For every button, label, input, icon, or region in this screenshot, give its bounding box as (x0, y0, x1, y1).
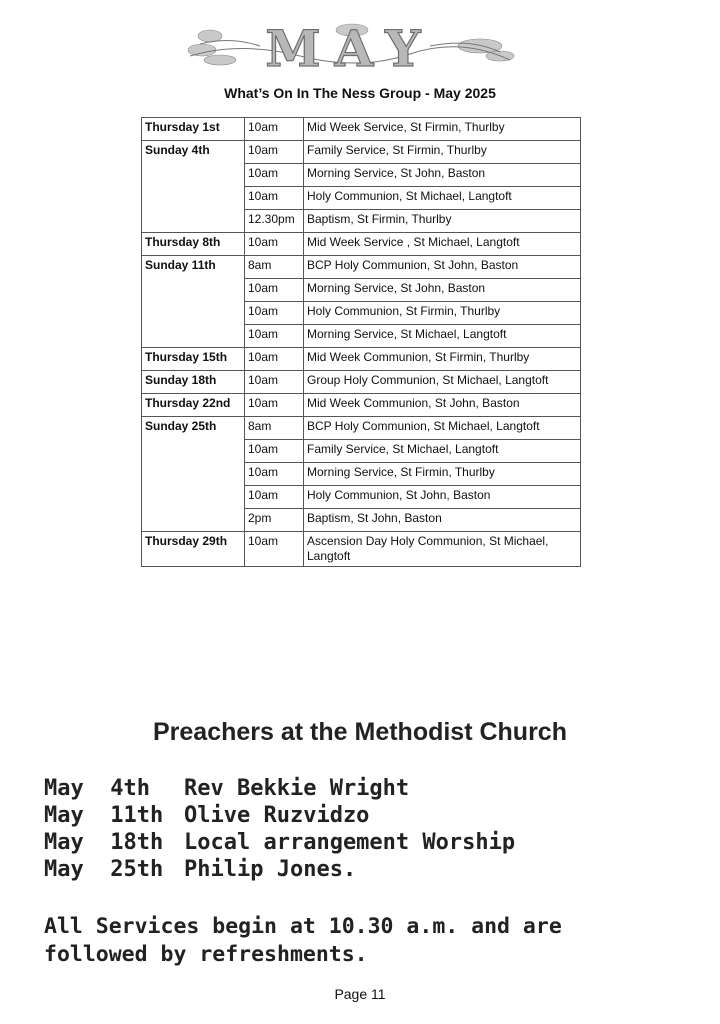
event-cell: BCP Holy Communion, St Michael, Langtoft (304, 417, 581, 440)
event-cell: Morning Service, St John, Baston (304, 279, 581, 302)
time-cell: 10am (245, 486, 304, 509)
table-row (142, 233, 581, 256)
time-cell: 10am (245, 463, 304, 486)
preacher-date: May 4th (44, 776, 150, 801)
day-cell: Sunday 25th (142, 417, 245, 532)
event-cell: Morning Service, St Michael, Langtoft (304, 325, 581, 348)
time-cell: 12.30pm (245, 210, 304, 233)
day-cell: Thursday 22nd (142, 394, 245, 417)
preacher-name: Rev Bekkie Wright (184, 776, 410, 801)
page-number: Page 11 (334, 986, 386, 1002)
time-cell: 10am (245, 118, 304, 141)
may-banner-graphic (180, 16, 520, 72)
time-cell: 10am (245, 279, 304, 302)
event-cell: Group Holy Communion, St Michael, Langtoft (304, 371, 581, 394)
event-cell: Holy Communion, St Michael, Langtoft (304, 187, 581, 210)
time-cell: 10am (245, 302, 304, 325)
time-cell: 10am (245, 233, 304, 256)
time-cell: 10am (245, 187, 304, 210)
event-cell: Family Service, St Michael, Langtoft (304, 440, 581, 463)
day-cell: Sunday 11th (142, 256, 245, 348)
event-cell: Morning Service, St John, Baston (304, 164, 581, 187)
table-row (142, 417, 581, 440)
time-cell: 10am (245, 348, 304, 371)
preacher-row (44, 856, 515, 883)
preacher-date: May 25th (44, 857, 164, 882)
page-subtitle: What’s On In The Ness Group - May 2025 (224, 85, 496, 101)
preacher-name: Local arrangement Worship (184, 830, 516, 855)
time-cell: 10am (245, 164, 304, 187)
event-cell: Baptism, St John, Baston (304, 509, 581, 532)
event-cell: Family Service, St Firmin, Thurlby (304, 141, 581, 164)
day-cell: Sunday 4th (142, 141, 245, 233)
time-cell: 10am (245, 394, 304, 417)
time-cell: 8am (245, 256, 304, 279)
time-cell: 10am (245, 325, 304, 348)
time-cell: 10am (245, 532, 304, 567)
methodist-heading: Preachers at the Methodist Church (153, 718, 567, 746)
event-cell: Mid Week Service, St Firmin, Thurlby (304, 118, 581, 141)
time-cell: 10am (245, 141, 304, 164)
event-cell: Holy Communion, St John, Baston (304, 486, 581, 509)
table-row (142, 141, 581, 164)
table-row (142, 256, 581, 279)
event-cell: Baptism, St Firmin, Thurlby (304, 210, 581, 233)
event-cell: Mid Week Communion, St Firmin, Thurlby (304, 348, 581, 371)
table-row (142, 532, 581, 567)
preacher-name: Olive Ruzvidzo (184, 803, 370, 828)
event-cell: Mid Week Communion, St John, Baston (304, 394, 581, 417)
table-row (142, 371, 581, 394)
preacher-row (44, 775, 515, 802)
preacher-date: May 18th (44, 830, 164, 855)
time-cell: 2pm (245, 509, 304, 532)
day-cell: Thursday 1st (142, 118, 245, 141)
event-cell: Mid Week Service , St Michael, Langtoft (304, 233, 581, 256)
schedule-table (141, 117, 581, 567)
table-row (142, 348, 581, 371)
day-cell: Sunday 18th (142, 371, 245, 394)
preacher-row (44, 829, 515, 856)
services-note: All Services begin at 10.30 a.m. and are followed by refreshments. (44, 914, 562, 967)
preacher-row (44, 802, 515, 829)
table-row (142, 394, 581, 417)
banner-text: MAY (265, 19, 435, 72)
day-cell: Thursday 15th (142, 348, 245, 371)
time-cell: 10am (245, 371, 304, 394)
day-cell: Thursday 8th (142, 233, 245, 256)
day-cell: Thursday 29th (142, 532, 245, 567)
preacher-date: May 11th (44, 803, 164, 828)
event-cell: BCP Holy Communion, St John, Baston (304, 256, 581, 279)
event-cell: Holy Communion, St Firmin, Thurlby (304, 302, 581, 325)
table-row (142, 118, 581, 141)
preachers-list (44, 775, 515, 883)
event-cell: Morning Service, St Firmin, Thurlby (304, 463, 581, 486)
preacher-name: Philip Jones. (184, 857, 357, 882)
time-cell: 8am (245, 417, 304, 440)
event-cell: Ascension Day Holy Communion, St Michael, Langtoft (304, 532, 581, 567)
time-cell: 10am (245, 440, 304, 463)
